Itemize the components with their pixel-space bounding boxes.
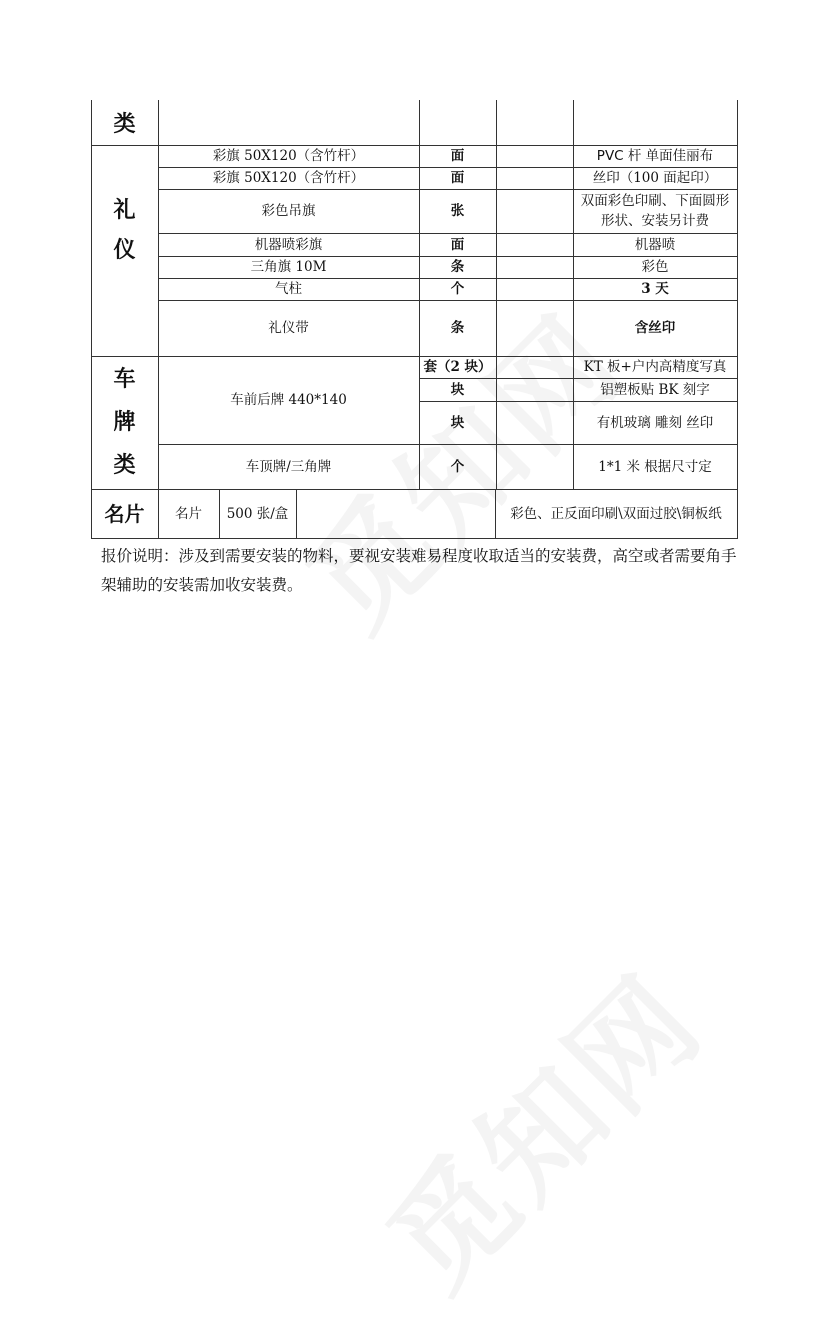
item-name: 三角旗 10M [250, 259, 327, 275]
watermark [345, 932, 734, 1320]
pricing-note: 报价说明：涉及到需要安装的物料，要视安装难易程度收取适当的安装费，高空或者需要角手架辅助的安装需加收安装费。 [101, 547, 737, 594]
note: 双面彩色印刷、下面圆形形状、安装另计费 [580, 193, 730, 229]
category-mingpian: 名片 [104, 501, 145, 526]
unit: 个 [450, 281, 465, 297]
note: 铝塑板贴 BK 刻字 [600, 381, 710, 398]
unit: 块 [450, 381, 465, 398]
category-liyi-char: 礼 [113, 197, 136, 223]
note: 1*1 米 根据尺寸定 [598, 458, 712, 475]
note: PVC 杆 单面佳丽布 [596, 148, 714, 164]
category-liyi-char: 仪 [113, 237, 136, 263]
unit: 块 [450, 414, 465, 431]
item-name: 名片 [175, 505, 202, 522]
unit: 条 [450, 259, 465, 275]
note: 3 天 [641, 281, 669, 297]
note: 机器喷 [634, 236, 676, 253]
note: 彩色 [641, 259, 669, 275]
unit: 条 [450, 320, 465, 336]
note: 有机玻璃 雕刻 丝印 [596, 414, 714, 431]
unit: 个 [450, 458, 465, 475]
note: KT 板+户内高精度写真 [583, 359, 727, 375]
item-name: 彩色吊旗 [261, 203, 316, 219]
unit: 套（2 块） [423, 359, 492, 375]
category-chepai-char: 牌 [113, 409, 136, 435]
category-prev-tail: 类 [113, 111, 136, 137]
category-chepai-char: 类 [113, 452, 136, 478]
category-chepai-char: 车 [113, 366, 136, 392]
note: 含丝印 [634, 320, 676, 336]
item-name: 彩旗 50X120（含竹杆） [212, 148, 365, 164]
unit: 面 [450, 148, 465, 164]
unit: 面 [450, 236, 465, 253]
item-name: 车顶牌/三角牌 [245, 458, 332, 475]
item-name: 彩旗 50X120（含竹杆） [212, 170, 365, 186]
unit: 张 [450, 203, 465, 219]
note: 彩色、正反面印刷\双面过胶\铜板纸 [510, 505, 722, 522]
item-name: 机器喷彩旗 [254, 236, 323, 253]
unit: 面 [450, 170, 465, 186]
unit: 500 张/盒 [226, 505, 289, 522]
category-liyi [91, 190, 158, 270]
item-name: 礼仪带 [268, 320, 309, 336]
category-chepai [91, 356, 158, 489]
item-name: 车前后牌 440*140 [230, 392, 347, 408]
note: 丝印（100 面起印） [592, 170, 718, 186]
item-name: 气柱 [275, 281, 302, 297]
